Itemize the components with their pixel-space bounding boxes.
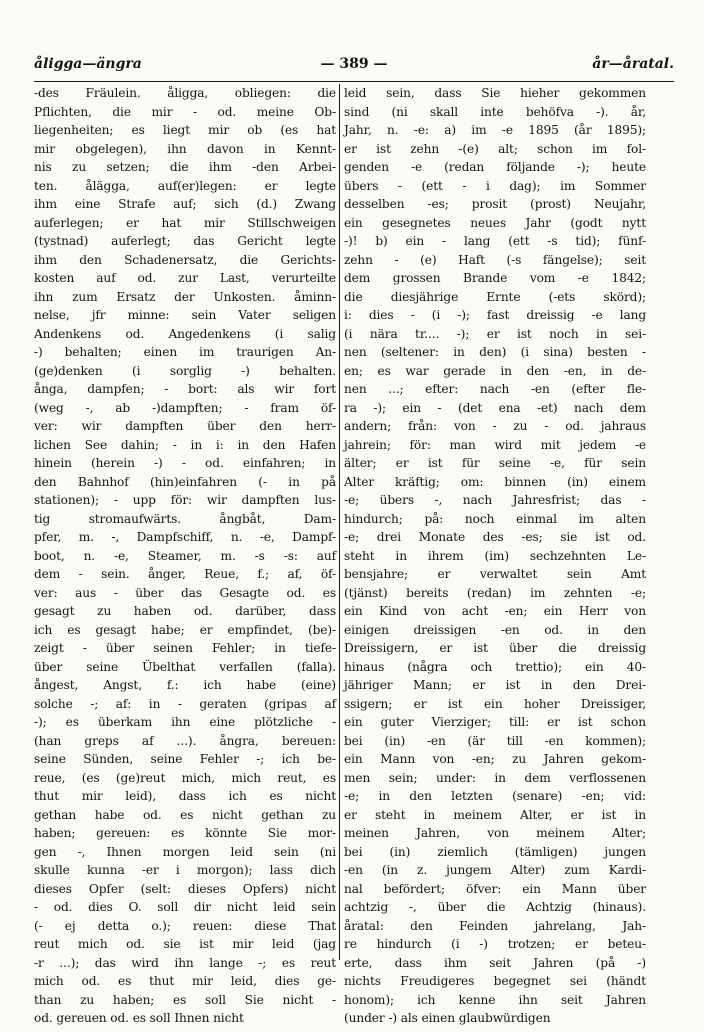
- text-line: honom); ich kenne ihn seit Jahren: [344, 992, 646, 1007]
- text-line: einigen dreissigen -en od. in den: [344, 622, 646, 637]
- text-line: (i nära tr.... -); er ist noch in sei-: [344, 326, 646, 341]
- text-line: ihm eine Strafe auf; sich (d.) Zwang: [34, 197, 336, 211]
- text-line: reue, (es (ge)reut mich, mich reut, es: [34, 770, 336, 785]
- text-line: (- ej detta o.); reuen: diese That: [34, 918, 336, 933]
- text-line: er ist zehn -(e) alt; schon im fol-: [344, 141, 646, 156]
- text-line: skulle kunna -er i morgon); lass dich: [34, 863, 336, 877]
- text-line: reut mich od. sie ist mir leid (jag: [34, 937, 336, 951]
- text-line: re hindurch (i -) trotzen; er beteu-: [344, 937, 646, 951]
- text-line: die diesjährige Ernte (-ets skörd);: [344, 289, 646, 304]
- text-line: -des Fräulein. åligga, obliegen: die: [34, 86, 336, 100]
- text-line: -); es überkam ihn eine plötzliche -: [34, 715, 336, 729]
- text-line: men sein; under: in dem verflossenen: [344, 770, 646, 785]
- text-line: zehn - (e) Haft (-s fängelse); seit: [344, 252, 646, 267]
- text-line: über seine Übelthat verfallen (falla).: [34, 659, 336, 674]
- text-line: tig stromaufwärts. ångbåt, Dam-: [34, 511, 336, 526]
- page-header: [34, 56, 674, 80]
- text-line: (han greps af ...). ångra, bereuen:: [34, 733, 336, 748]
- text-line: ver: wir dampften über den herr-: [34, 419, 336, 433]
- text-line: meinen Jahren, von meinem Alter;: [344, 826, 646, 840]
- text-line: gesagt zu haben od. darüber, dass: [34, 604, 336, 618]
- text-line: (under -) als einen glaubwürdigen: [344, 1011, 551, 1025]
- text-line: nen ...; efter: nach -en (efter fle-: [344, 382, 646, 396]
- text-line: ssigern; er ist ein hoher Dreissiger,: [344, 696, 646, 711]
- text-line: -) behalten; einen im traurigen An-: [34, 345, 336, 359]
- text-line: -e; in den letzten (senare) -en; vid:: [344, 789, 646, 803]
- text-line: ver: aus - über das Gesagte od. es: [34, 585, 336, 600]
- text-line: dieses Opfer (selt: dieses Opfers) nicht: [34, 881, 336, 896]
- text-line: od. gereuen od. es soll Ihnen nicht: [34, 1011, 244, 1025]
- text-line: hinein (herein -) - od. einfahren; in: [34, 456, 336, 470]
- text-line: -en (in z. jungem Alter) zum Kardi-: [344, 863, 646, 877]
- text-line: seine Sünden, seine Fehler -; ich be-: [34, 752, 336, 766]
- text-line: i: dies - (i -); fast dreissig -e lang: [344, 308, 646, 322]
- text-line: hindurch; på: noch einmal im alten: [344, 511, 646, 526]
- text-line: pfer, m. -, Dampfschiff, n. -e, Dampf-: [34, 530, 336, 544]
- text-line: ten. ålägga, auf(er)legen: er legte: [34, 178, 336, 193]
- text-line: - od. dies O. soll dir nicht leid sein: [34, 900, 336, 914]
- page-number: — 389 —: [320, 56, 388, 72]
- text-line: ein Kind von acht -en; ein Herr von: [344, 604, 646, 618]
- text-line: dem grossen Brande vom -e 1842;: [344, 271, 646, 285]
- text-line: übers - (ett - i dag); im Sommer: [344, 178, 646, 193]
- text-line: nen (seltener: in den) (i sina) besten -: [344, 345, 646, 359]
- text-line: (tjänst) bereits (redan) im zehnten -e;: [344, 585, 646, 600]
- text-line: ein gesegnetes neues Jahr (godt nytt: [344, 215, 646, 230]
- text-line: desselben -es; prosit (prost) Neujahr,: [344, 197, 646, 211]
- text-line: (weg -, ab -)dampften; - fram öf-: [34, 400, 336, 415]
- text-line: jähriger Mann; er ist in den Drei-: [344, 678, 646, 692]
- text-line: ein guter Vierziger; till: er ist schon: [344, 715, 646, 729]
- right-column: [344, 84, 646, 1025]
- text-line: Pflichten, die mir - od. meine Ob-: [34, 104, 336, 119]
- text-line: lichen See dahin; - in i: in den Hafen: [34, 437, 336, 452]
- text-line: mich od. es thut mir leid, dies ge-: [34, 974, 336, 988]
- text-line: -r ...); das wird ihn lange -; es reut: [34, 955, 336, 970]
- text-line: bei (in) ziemlich (tämligen) jungen: [344, 844, 646, 859]
- text-line: liegenheiten; es liegt mir ob (es hat: [34, 123, 336, 137]
- left-column: [34, 84, 336, 1025]
- text-line: bensjahre; er verwaltet sein Amt: [344, 567, 646, 581]
- text-line: achtzig -, über die Achtzig (hinaus).: [344, 900, 646, 914]
- text-line: en; es war gerade in den -en, in de-: [344, 363, 646, 378]
- text-line: thut mir leid), dass ich es nicht: [34, 789, 336, 803]
- text-line: sind (ni skall inte behöfva -). år,: [344, 104, 646, 119]
- text-line: steht in ihrem (im) sechzehnten Le-: [344, 548, 646, 563]
- text-line: -e; übers -, nach Jahresfrist; das -: [344, 493, 646, 507]
- text-line: hinaus (några och trettio); ein 40-: [344, 659, 646, 674]
- text-line: ich es gesagt habe; er empfindet, (be)-: [34, 622, 336, 637]
- text-line: jahrein; för: man wird mit jedem -e: [344, 437, 646, 452]
- text-line: ihn zum Ersatz der Unkosten. åminn-: [34, 289, 336, 304]
- text-line: boot, n. -e, Steamer, m. -s -s: auf: [34, 548, 336, 563]
- text-line: gethan habe od. es nicht gethan zu: [34, 807, 336, 822]
- text-line: zeigt - über seinen Fehler; in tiefe-: [34, 641, 336, 655]
- text-line: ångest, Angst, f.: ich habe (eine): [34, 678, 336, 692]
- text-line: ein Mann von -en; zu Jahren gekom-: [344, 752, 646, 766]
- header-left-guide-words: åligga—ängra: [34, 56, 142, 72]
- text-line: nelse, jfr minne: sein Vater seligen: [34, 308, 336, 322]
- text-line: haben; gereuen: es könnte Sie mor-: [34, 826, 336, 840]
- text-line: Dreissigern, er ist über die dreissig: [344, 641, 646, 655]
- column-divider: [339, 84, 340, 960]
- text-line: ra -); ein - (det ena -et) nach dem: [344, 400, 646, 415]
- text-line: kosten auf od. zur Last, verurteilte: [34, 271, 336, 285]
- text-line: -e; drei Monate des -es; sie ist od.: [344, 530, 646, 544]
- text-line: ånga, dampfen; - bort: als wir fort: [34, 382, 336, 396]
- text-line: den Bahnhof (hin)einfahren (- in på: [34, 474, 336, 489]
- text-line: auferlegen; er hat mir Stillschweigen: [34, 215, 336, 230]
- text-line: Alter kräftig; om: binnen (in) einem: [344, 474, 646, 489]
- text-line: nichts Freudigeres begegnet sei (händt: [344, 974, 646, 988]
- text-line: dem - sein. ånger, Reue, f.; af, öf-: [34, 567, 336, 581]
- text-line: bei (in) -en (är till -en kommen);: [344, 733, 646, 748]
- text-line: solche -; af: in - geraten (gripas af: [34, 696, 336, 711]
- text-line: genden -e (redan följande -); heute: [344, 160, 646, 174]
- header-right-guide-words: år—åratal.: [592, 56, 674, 72]
- text-line: mir obgelegen), ihn davon in Kennt-: [34, 141, 336, 156]
- text-line: nal befördert; öfver: ein Mann über: [344, 881, 646, 896]
- text-line: (ge)denken (i sorglig -) behalten.: [34, 363, 336, 378]
- text-line: than zu haben; es soll Sie nicht -: [34, 992, 336, 1007]
- text-line: ihm den Schadenersatz, die Gerichts-: [34, 252, 336, 267]
- header-rule: [34, 81, 674, 82]
- text-line: gen -, Ihnen morgen leid sein (ni: [34, 844, 336, 859]
- text-line: åratal: den Feinden jahrelang, Jah-: [344, 918, 646, 933]
- text-line: Andenkens od. Angedenkens (i salig: [34, 326, 336, 341]
- text-line: leid sein, dass Sie hieher gekommen: [344, 86, 646, 100]
- text-line: (tystnad) auferlegt; das Gericht legte: [34, 234, 336, 248]
- text-line: er steht in meinem Alter, er ist in: [344, 807, 646, 822]
- text-line: Jahr, n. -e: a) im -e 1895 (år 1895);: [344, 123, 646, 137]
- text-line: andern; från: von - zu - od. jahraus: [344, 419, 646, 433]
- text-line: älter; er ist für seine -e, für sein: [344, 456, 646, 470]
- text-line: stationen); - upp för: wir dampften lus-: [34, 493, 336, 507]
- text-line: erte, dass ihm seit Jahren (på -): [344, 955, 646, 970]
- text-line: -)! b) ein - lang (ett -s tid); fünf-: [344, 234, 646, 248]
- text-line: nis zu setzen; die ihm -den Arbei-: [34, 160, 336, 174]
